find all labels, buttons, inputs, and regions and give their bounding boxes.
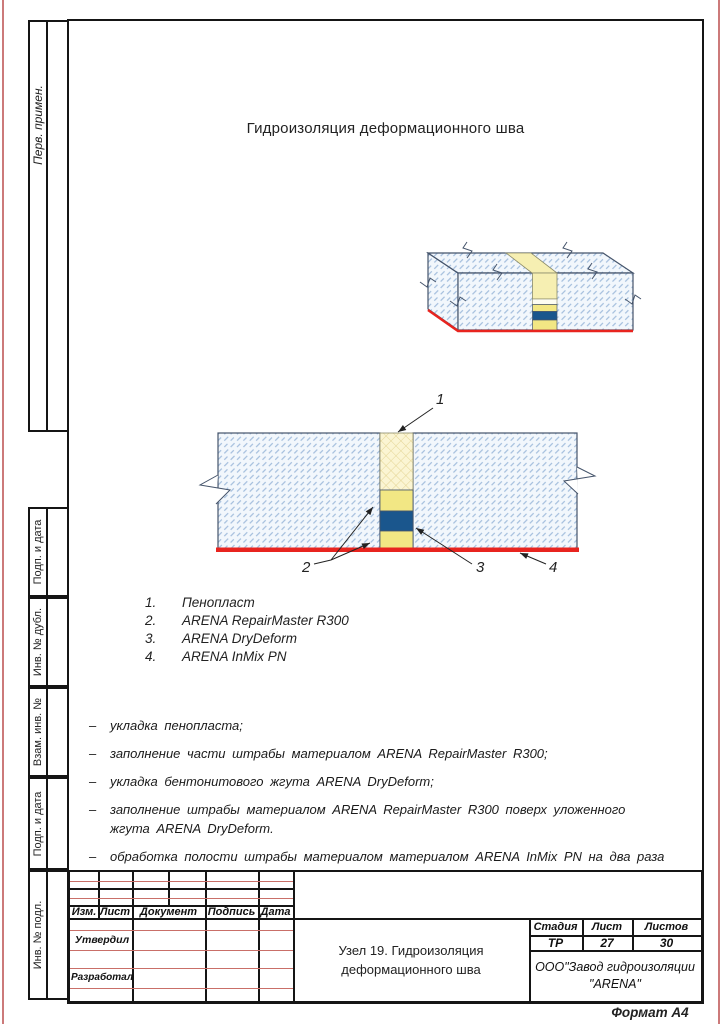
stage-value: ТР <box>547 935 564 950</box>
materials-item <box>145 594 349 612</box>
format-label: Формат А4 <box>611 1005 689 1020</box>
sidebar-box-vzam-inv <box>28 687 69 777</box>
sidebar-label-text: Подп. и дата <box>32 791 44 856</box>
sidebar-box-perv-primen <box>28 20 69 432</box>
sidebar-box-divider <box>46 509 48 595</box>
titleblock-divider <box>258 872 260 1001</box>
joint-bentonite-band <box>533 312 558 321</box>
sidebar-box-inv-podl <box>28 870 69 1000</box>
signature-guide-line <box>70 950 293 951</box>
sidebar-label-text: Перв. примен. <box>31 85 45 165</box>
material-name: ARENA DryDeform <box>182 631 298 646</box>
joint-repair-band-lower <box>533 320 558 330</box>
material-name: Пенопласт <box>182 595 255 610</box>
header-list: Лист <box>99 905 131 918</box>
materials-item <box>145 630 349 648</box>
role-approved: Утвердил <box>74 933 130 946</box>
inmix-red-line <box>216 548 579 553</box>
callout-4: 4 <box>549 559 558 576</box>
sidebar-box-podp-data-2 <box>28 777 69 870</box>
materials-list <box>145 594 349 666</box>
step-text: заполнение части штрабы материалом ARENA RepairMaster R300; <box>110 746 548 761</box>
dash-marker: – <box>89 802 97 817</box>
sidebar-label-inv-podl <box>30 872 46 998</box>
sidebar-label-text: Инв. № дубл. <box>32 607 44 677</box>
joint-foam-front <box>533 273 558 299</box>
titleblock-divider <box>205 872 207 1001</box>
concrete-block-right <box>413 433 577 550</box>
bentonite-cord <box>380 511 413 531</box>
sidebar-box-inv-dubl <box>28 597 69 687</box>
step-text: заполнение штрабы материалом ARENA RepairMaster R300 поверх уложенного жгута ARENA DryDeform. <box>110 802 626 836</box>
foam-filler <box>380 433 413 490</box>
material-number: 1. <box>145 595 157 610</box>
sidebar-label-text: Подп. и дата <box>32 519 44 585</box>
header-signature: Подпись <box>207 905 256 918</box>
header-izm: Изм. <box>71 905 97 918</box>
figure-cross-section <box>183 386 608 578</box>
paper-edge-line-left <box>2 0 4 1024</box>
figure-3d-view <box>410 238 720 343</box>
step-item <box>89 800 690 838</box>
sidebar-label-text: Инв. № подл. <box>32 900 44 970</box>
materials-item <box>145 612 349 630</box>
materials-item <box>145 648 349 666</box>
header-document: Документ <box>139 905 198 918</box>
dash-marker: – <box>89 746 97 761</box>
header-date: Дата <box>260 905 291 918</box>
material-number: 4. <box>145 649 157 664</box>
sidebar-box-divider <box>46 689 48 775</box>
step-text: укладка бентонитового жгута ARENA DryDeform; <box>110 774 434 789</box>
sidebar-box-divider <box>46 599 48 685</box>
callout-3: 3 <box>476 559 485 576</box>
company-name <box>529 950 701 1001</box>
header-stage: Стадия <box>533 920 578 933</box>
joint-gap-band <box>533 299 558 305</box>
sidebar-label-vzam-inv <box>30 689 46 775</box>
titleblock-divider <box>168 872 170 905</box>
document-title-text: Узел 19. Гидроизоляция деформационного шва <box>338 942 484 977</box>
page-title: Гидроизоляция деформационного шва <box>246 120 525 137</box>
dash-marker: – <box>89 718 97 733</box>
sheet-value: 27 <box>600 935 614 950</box>
step-item <box>89 716 690 735</box>
material-number: 3. <box>145 631 157 646</box>
sidebar-box-podp-data-1 <box>28 507 69 597</box>
signature-guide-line <box>70 881 293 882</box>
callout-2: 2 <box>302 559 311 576</box>
sidebar-label-podp-data-1 <box>30 509 46 595</box>
company-name-text: ООО"Завод гидроизоляции "ARENA" <box>535 959 695 991</box>
steps-list <box>89 716 690 875</box>
repair-layer-upper <box>380 490 413 511</box>
role-developed: Разработал <box>70 972 134 983</box>
step-item <box>89 772 690 791</box>
step-item <box>89 744 690 763</box>
sidebar-label-podp-data-2 <box>30 779 46 868</box>
sheets-value: 30 <box>659 935 674 950</box>
material-number: 2. <box>145 613 157 628</box>
sidebar-label-inv-dubl <box>30 599 46 685</box>
step-text: укладка пенопласта; <box>110 718 243 733</box>
concrete-block-left <box>218 433 380 550</box>
step-item <box>89 847 690 866</box>
joint-repair-band-upper <box>533 305 558 312</box>
title-block <box>68 870 703 1003</box>
sidebar-box-divider <box>46 22 48 430</box>
material-name: ARENA InMix PN <box>182 649 287 664</box>
paper-edge-line-right <box>718 0 720 1024</box>
repair-layer-lower <box>380 531 413 550</box>
sidebar-label-perv-primen <box>30 22 46 228</box>
sidebar-label-text: Взам. инв. № <box>32 697 44 767</box>
dash-marker: – <box>89 774 97 789</box>
document-title <box>293 918 529 1001</box>
sidebar-box-divider <box>46 779 48 868</box>
dash-marker: – <box>89 849 97 864</box>
callout-1: 1 <box>436 391 445 408</box>
sidebar-box-divider <box>46 872 48 998</box>
signature-guide-line <box>70 988 293 989</box>
signature-guide-line <box>70 898 293 899</box>
header-sheet: Лист <box>591 920 623 933</box>
step-text: обработка полости штрабы материалом материалом ARENA InMix PN на два раза <box>110 849 665 864</box>
header-sheets: Листов <box>644 920 689 933</box>
material-name: ARENA RepairMaster R300 <box>182 613 349 628</box>
